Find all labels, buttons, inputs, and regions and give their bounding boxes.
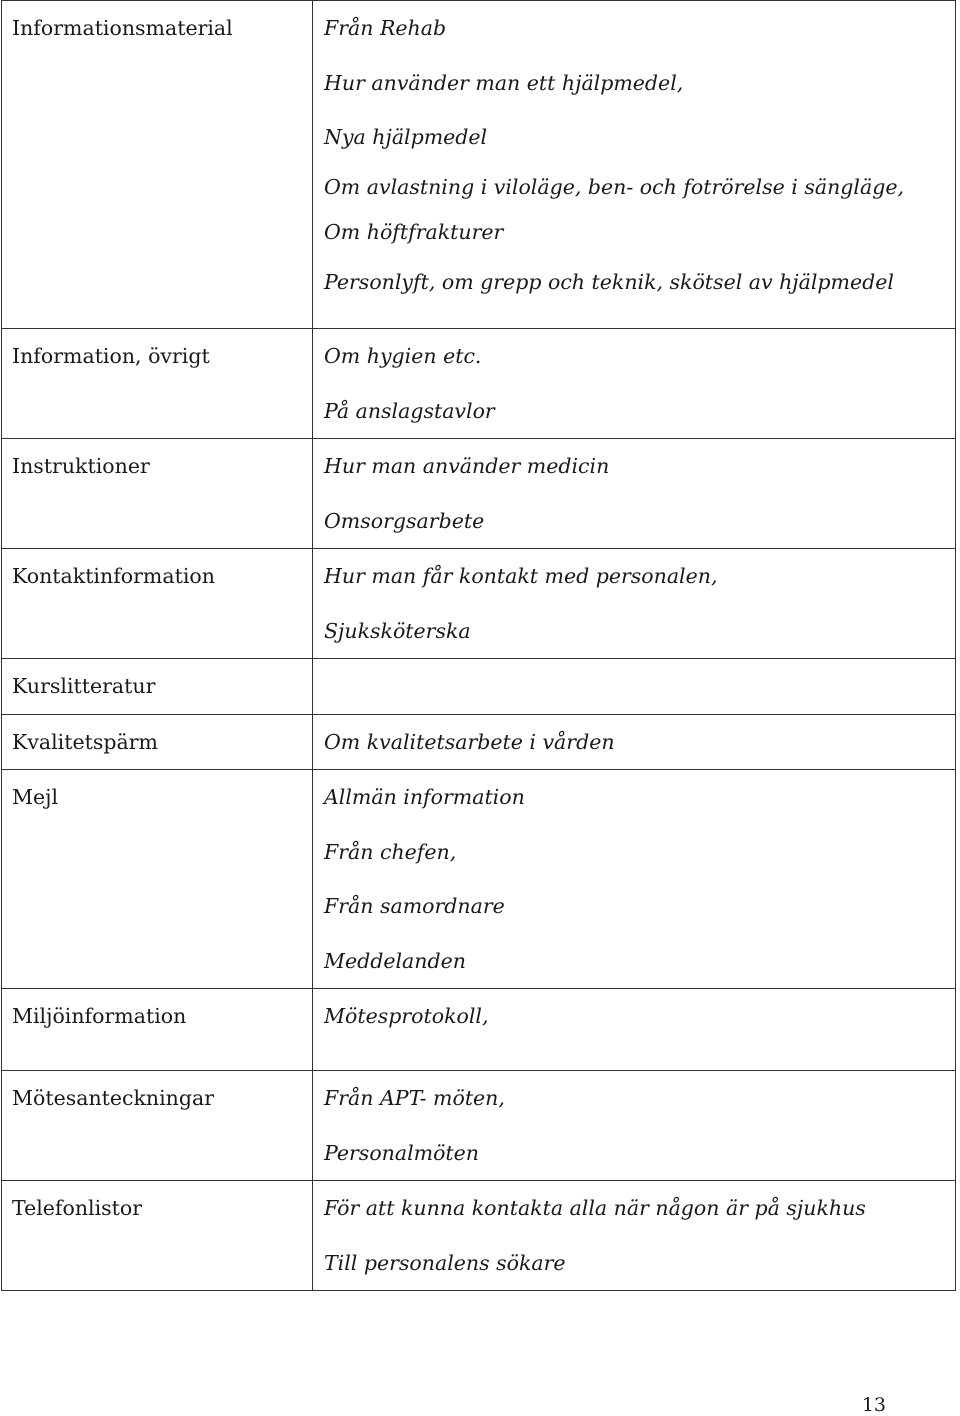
description-cell	[313, 439, 956, 549]
table-row	[2, 549, 956, 659]
description-line: Personalmöten	[324, 1140, 480, 1165]
category-cell	[2, 714, 313, 770]
category-label: Miljöinformation	[12, 1004, 187, 1028]
category-cell	[2, 989, 313, 1071]
description-line: Om hygien etc.	[324, 344, 482, 368]
description-line: Från APT- möten,	[324, 1086, 505, 1110]
description-line: Om avlastning i viloläge, ben- och fotrörelse i sängläge,	[324, 174, 904, 199]
category-label: Mötesanteckningar	[12, 1086, 215, 1110]
category-label: Instruktioner	[12, 454, 150, 478]
table-row	[2, 439, 956, 549]
description-line: Omsorgsarbete	[324, 508, 485, 533]
description-line: Till personalens sökare	[324, 1250, 566, 1275]
category-cell	[2, 1071, 313, 1181]
table-row	[2, 989, 956, 1071]
description-cell	[313, 549, 956, 659]
description-line: Nya hjälpmedel	[324, 125, 488, 149]
description-cell	[313, 659, 956, 715]
category-label: Kurslitteratur	[12, 674, 156, 698]
category-label: Information, övrigt	[12, 344, 210, 368]
category-cell	[2, 659, 313, 715]
table-row	[2, 1071, 956, 1181]
description-line: Hur man använder medicin	[324, 454, 610, 478]
table-row	[2, 770, 956, 989]
description-line: För att kunna kontakta alla när någon är på sjukhus	[324, 1196, 866, 1220]
category-label: Informationsmaterial	[12, 16, 233, 40]
category-cell	[2, 1, 313, 329]
table-row	[2, 1, 956, 329]
category-cell	[2, 329, 313, 439]
category-cell	[2, 439, 313, 549]
description-line: Meddelanden	[324, 948, 466, 973]
description-line: Hur använder man ett hjälpmedel,	[324, 70, 684, 95]
description-cell	[313, 770, 956, 989]
category-label: Telefonlistor	[12, 1196, 143, 1220]
table-row	[2, 1181, 956, 1291]
description-line: Hur man får kontakt med personalen,	[324, 564, 718, 588]
table-row	[2, 659, 956, 715]
description-line: På anslagstavlor	[324, 398, 495, 423]
page-number: 13	[861, 1394, 886, 1416]
description-line: Mötesprotokoll,	[324, 1004, 489, 1028]
description-line: Sjuksköterska	[324, 618, 471, 643]
description-line: Från Rehab	[324, 16, 447, 40]
description-cell	[313, 1181, 956, 1291]
category-label: Kvalitetspärm	[12, 729, 158, 754]
information-table	[1, 0, 956, 1291]
category-label: Kontaktinformation	[12, 564, 215, 588]
description-line: Personlyft, om grepp och teknik, skötsel av hjälpmedel	[324, 269, 894, 294]
description-cell	[313, 1, 956, 329]
description-line: Allmän information	[324, 785, 525, 809]
category-cell	[2, 549, 313, 659]
description-line: Om kvalitetsarbete i vården	[324, 729, 615, 754]
table-row	[2, 714, 956, 770]
description-cell	[313, 989, 956, 1071]
description-line: Från chefen,	[324, 839, 457, 864]
table-row	[2, 329, 956, 439]
description-line: Om höftfrakturer	[324, 219, 504, 244]
description-cell	[313, 1071, 956, 1181]
category-cell	[2, 1181, 313, 1291]
description-line: Från samordnare	[324, 894, 505, 918]
description-cell	[313, 714, 956, 770]
description-cell	[313, 329, 956, 439]
category-label: Mejl	[12, 785, 59, 809]
category-cell	[2, 770, 313, 989]
